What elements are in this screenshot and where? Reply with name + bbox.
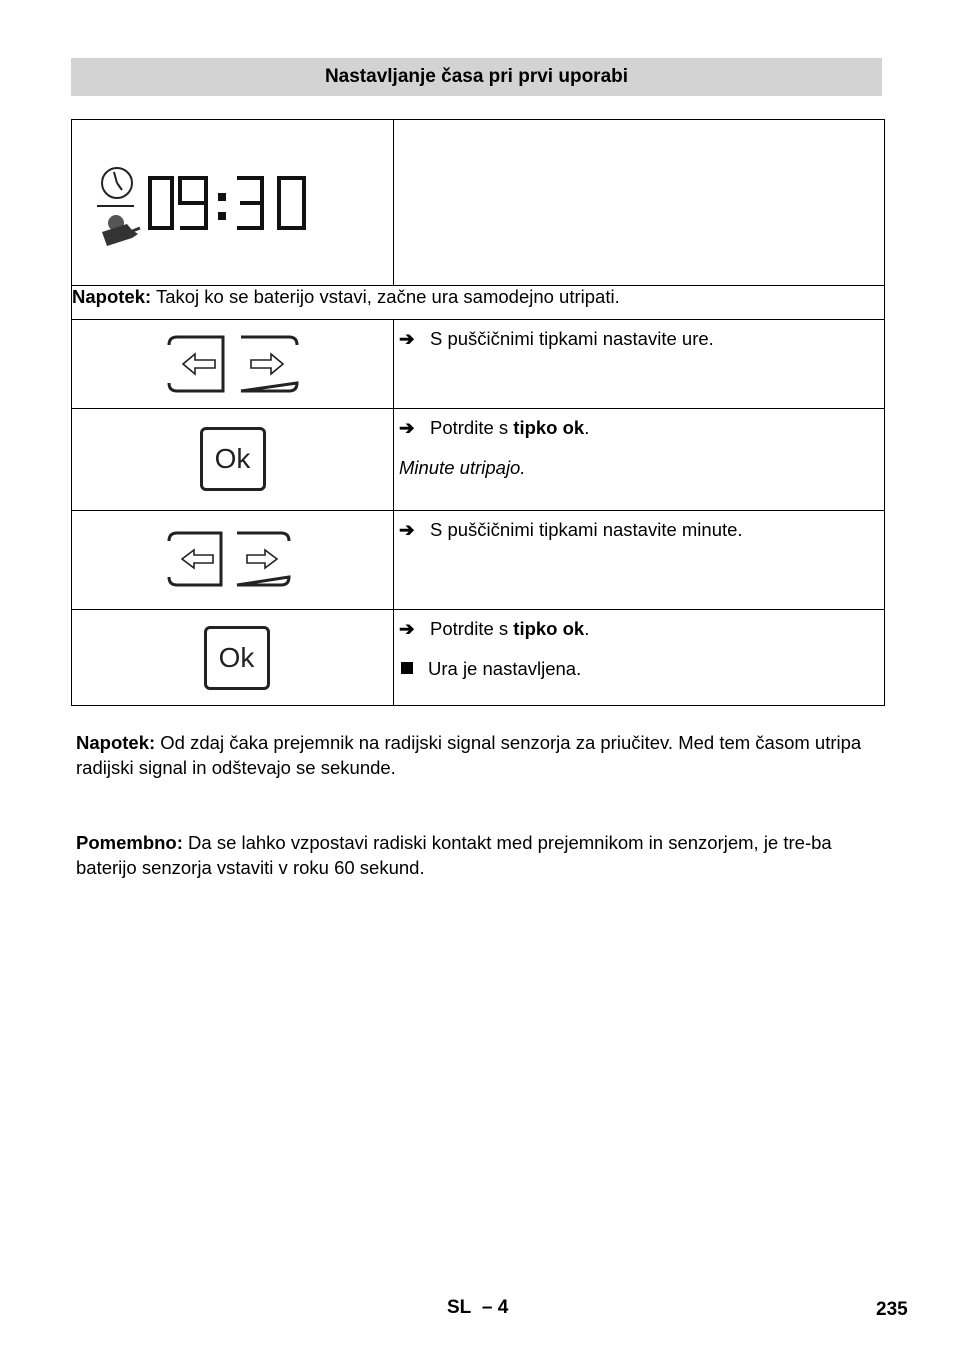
arrow-keys-cell-hours [72,320,394,409]
watering-can-icon [102,215,140,246]
arrow-keys-icon [165,529,301,591]
note-label: Napotek: [76,732,156,753]
important-text: Da se lahko vzpostavi radiski kontakt med prejemnikom in senzorjem, je tre-ba baterijo senzorja vstaviti v roku 60 sekund. [76,832,832,878]
important-paragraph [76,830,888,880]
page-number: 235 [876,1299,908,1320]
note-text: Takoj ko se baterijo vstavi, začne ura samodejno utripati. [151,286,620,307]
clock-icon [102,168,132,198]
ok-key-cell-2 [72,610,394,706]
note-paragraph [76,730,888,780]
display-cell [72,120,394,286]
right-arrow-icon [247,550,277,568]
step-minutes-cell [394,511,885,610]
ok-key-icon: Ok [200,427,266,491]
step-hours-text: S puščičnimi tipkami nastavite ure. [430,328,714,349]
display-description-cell [394,120,885,286]
important-label: Pomembno: [76,832,183,853]
step-hours-cell [394,320,885,409]
steps-table [71,119,885,706]
step-confirm-hours-cell [394,409,885,511]
result-text: Ura je nastavljena. [428,658,582,679]
step-confirm-text: Potrdite s tipko ok. [430,618,590,639]
arrow-bullet-icon: ➔ [399,618,415,639]
arrow-bullet-icon: ➔ [399,417,415,438]
note-row [72,286,885,320]
step-minutes-text: S puščičnimi tipkami nastavite minute. [430,519,743,540]
section-title: Nastavljanje časa pri prvi uporabi [71,58,882,96]
note-label: Napotek: [72,286,152,307]
step-confirm-text: Potrdite s tipko ok. [430,417,590,438]
footer-section-label: SL – 4 [447,1297,509,1318]
left-arrow-icon [182,550,213,568]
ok-key-icon: Ok [204,626,270,690]
arrow-keys-cell-minutes [72,511,394,610]
lcd-display-illustration [72,120,393,280]
arrow-bullet-icon: ➔ [399,328,415,349]
time-digits [150,178,304,228]
arrow-keys-icon [165,331,301,397]
left-arrow-icon [183,354,215,374]
right-arrow-icon [251,354,283,374]
square-bullet-icon [401,662,413,674]
note-text: Od zdaj čaka prejemnik na radijski signal senzorja za priučitev. Med tem časom utripa radijski signal in odštevajo se sekunde. [76,732,862,778]
result-text: Minute utripajo. [399,457,526,478]
ok-key-cell-1 [72,409,394,511]
arrow-bullet-icon: ➔ [399,519,415,540]
step-confirm-minutes-cell [394,610,885,706]
